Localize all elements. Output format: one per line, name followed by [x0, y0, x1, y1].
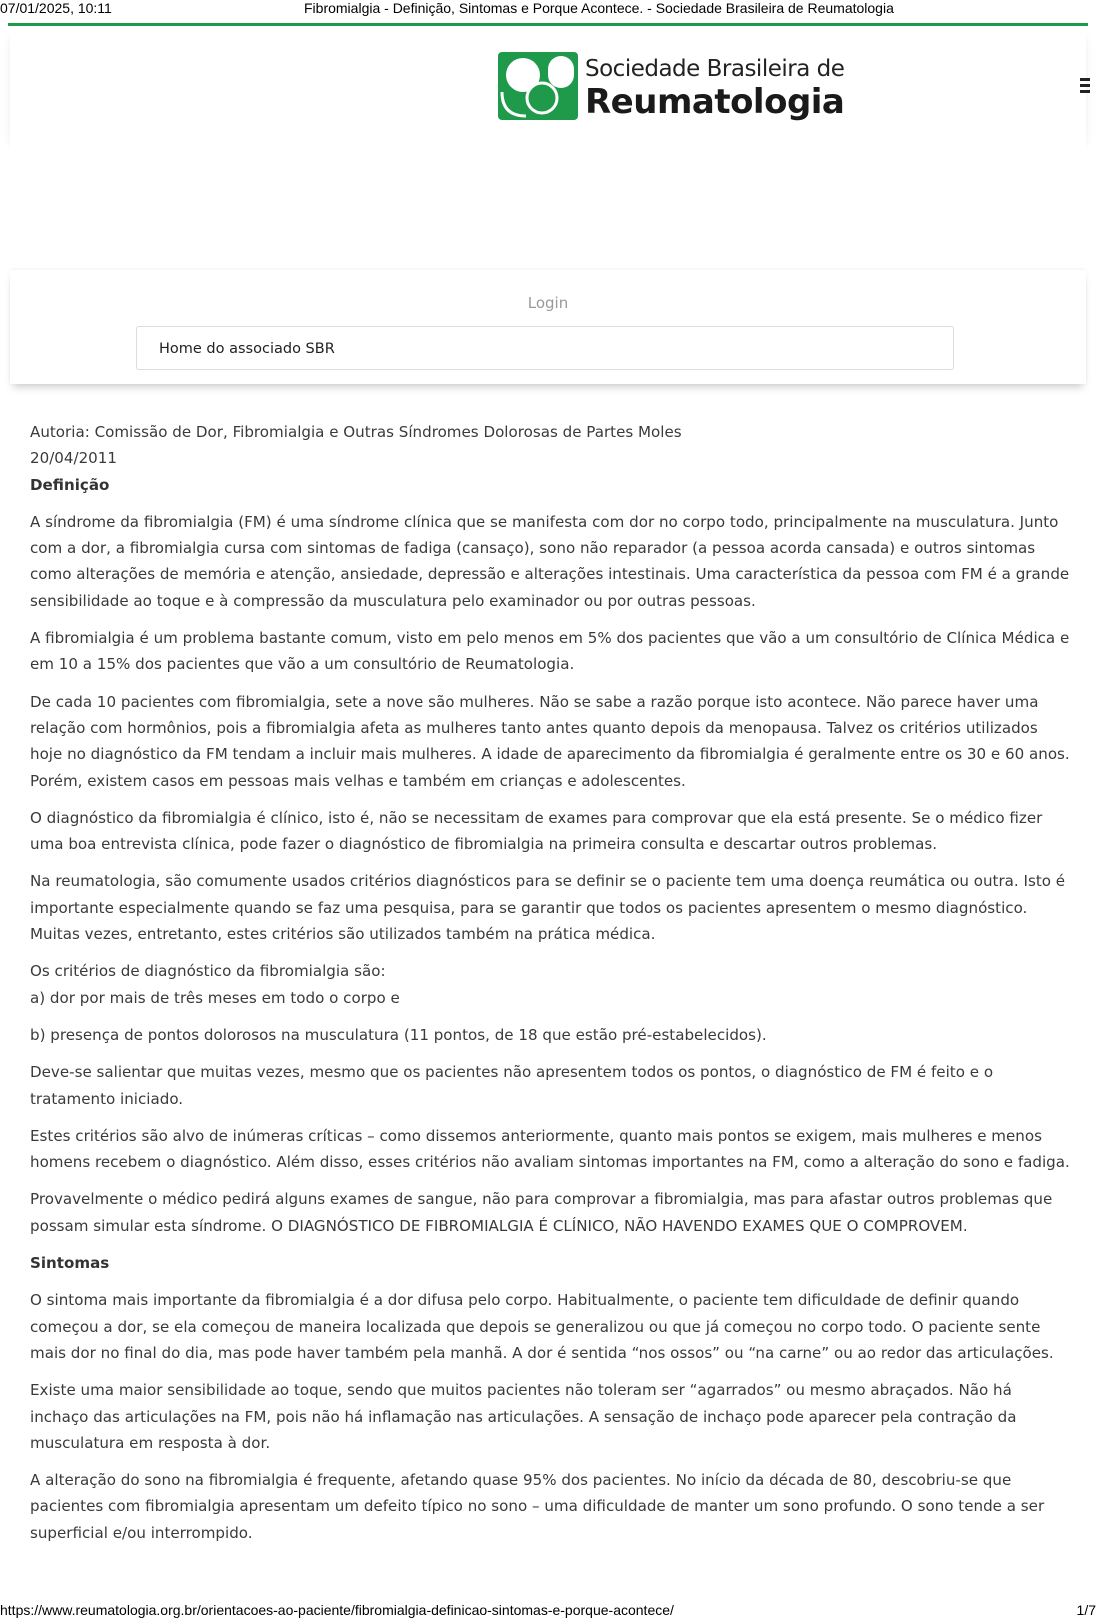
- print-url: https://www.reumatologia.org.br/orientacoes-ao-paciente/fibromialgia-definicao-sintomas-e-porque-acontece/: [0, 1602, 674, 1618]
- article-author: Autoria: Comissão de Dor, Fibromialgia e Outras Síndromes Dolorosas de Partes Moles: [30, 423, 682, 441]
- criteria-b: b) presença de pontos dolorosos na musculatura (11 pontos, de 18 que estão pré-estabelecidos).: [30, 1025, 767, 1044]
- paragraph: Existe uma maior sensibilidade ao toque, sendo que muitos pacientes não toleram ser “agarrados” ou mesmo abraçados. Não há inchaço das articulações na FM, pois não há inflamação nas articulações. A sensação de inchaço pode aparecer pela contração da musculatura em resposta à dor.: [30, 1381, 1017, 1452]
- paragraph: Na reumatologia, são comumente usados critérios diagnósticos para se definir se o paciente tem uma doença reumática ou outra. Isto é importante especialmente quando se faz uma pesquisa, para se garantir que todos os pacientes apresentem o mesmo diagnóstico. Muitas vezes, entretanto, estes critérios são utilizados também na prática médica.: [30, 872, 1066, 944]
- logo-text-line2: Reumatologia: [585, 82, 845, 122]
- login-label[interactable]: Login: [527, 294, 569, 312]
- article-date: 20/04/2011: [30, 449, 117, 468]
- criteria-a: a) dor por mais de três meses em todo o corpo e: [30, 988, 400, 1007]
- heading-definicao: Definição: [30, 475, 110, 494]
- paragraph: A síndrome da fibromialgia (FM) é uma síndrome clínica que se manifesta com dor no corpo todo, principalmente na musculatura. Junto com a dor, a fibromialgia cursa com sintomas de fadiga (cansaço), sono não reparador (a pessoa acorda cansada) e outros sintomas como alterações de memória e atenção, ansiedade, depressão e alterações intestinais. Uma característica da pessoa com FM é a grande sensibilidade ao toque e à compressão da musculatura pelo examinador ou por outras pessoas.: [30, 512, 1070, 610]
- sbr-logo-icon: [498, 52, 578, 120]
- paragraph: O sintoma mais importante da fibromialgia é a dor difusa pelo corpo. Habitualmente, o paciente tem dificuldade de definir quando começou a dor, se ela começou de maneira localizada que depois se generalizou ou que já começou no corpo todo. O paciente sente mais dor no final do dia, mas pode haver também pela manhã. A dor é sentida “nos ossos” ou “na carne” ou ao redor das articulações.: [30, 1291, 1054, 1362]
- paragraph: O diagnóstico da fibromialgia é clínico, isto é, não se necessitam de exames para comprovar que ela está presente. Se o médico fizer uma boa entrevista clínica, pode fazer o diagnóstico de fibromialgia na primeira consulta e descartar outros problemas.: [30, 808, 1043, 854]
- print-page-title: Fibromialgia - Definição, Sintomas e Porque Acontece. - Sociedade Brasileira de Reumatologia: [304, 0, 894, 16]
- site-header: [10, 26, 1086, 140]
- home-associado-link[interactable]: Home do associado SBR: [136, 326, 954, 370]
- paragraph: Estes critérios são alvo de inúmeras críticas – como dissemos anteriormente, quanto mais pontos se exigem, mais mulheres e menos homens recebem o diagnóstico. Além disso, esses critérios não avaliam sintomas importantes na FM, como a alteração do sono e fadiga.: [30, 1126, 1070, 1172]
- heading-sintomas: Sintomas: [30, 1254, 110, 1273]
- print-header: [0, 0, 1096, 22]
- login-panel: [10, 270, 1086, 384]
- article-content: [30, 419, 1070, 1557]
- print-page-number: 1/7: [1076, 1602, 1096, 1618]
- criteria-paragraph: [30, 958, 1070, 1011]
- banner-area: [10, 140, 1086, 268]
- logo-text-line1: Sociedade Brasileira de: [585, 56, 845, 82]
- criteria-intro: Os critérios de diagnóstico da fibromialgia são:: [30, 962, 386, 981]
- print-footer: [0, 1602, 1096, 1624]
- hamburger-menu-icon[interactable]: [1080, 78, 1090, 94]
- paragraph: A fibromialgia é um problema bastante comum, visto em pelo menos em 5% dos pacientes que vão a um consultório de Clínica Médica e em 10 a 15% dos pacientes que vão a um consultório de Reumatologia.: [30, 629, 1070, 674]
- paragraph: Provavelmente o médico pedirá alguns exames de sangue, não para comprovar a fibromialgia, mas para afastar outros problemas que possam simular esta síndrome. O DIAGNÓSTICO DE FIBROMIALGIA É CLÍNICO, NÃO HAVENDO EXAMES QUE O COMPROVEM.: [30, 1190, 1053, 1235]
- print-datetime: 07/01/2025, 10:11: [0, 0, 112, 16]
- sbr-logo[interactable]: [498, 48, 845, 124]
- paragraph: De cada 10 pacientes com fibromialgia, sete a nove são mulheres. Não se sabe a razão porque isto acontece. Não parece haver uma relação com hormônios, pois a fibromialgia afeta as mulheres tanto antes quanto depois da menopausa. Talvez os critérios utilizados hoje no diagnóstico da FM tendam a incluir mais mulheres. A idade de aparecimento da fibromialgia é geralmente entre os 30 e 60 anos. Porém, existem casos em pessoas mais velhas e também em crianças e adolescentes.: [30, 692, 1070, 790]
- paragraph: Deve-se salientar que muitas vezes, mesmo que os pacientes não apresentem todos os pontos, o diagnóstico de FM é feito e o tratamento iniciado.: [30, 1063, 994, 1108]
- paragraph: A alteração do sono na fibromialgia é frequente, afetando quase 95% dos pacientes. No início da década de 80, descobriu-se que pacientes com fibromialgia apresentam um defeito típico no sono – uma dificuldade de manter um sono profundo. O sono tende a ser superficial e/ou interrompido.: [30, 1471, 1045, 1542]
